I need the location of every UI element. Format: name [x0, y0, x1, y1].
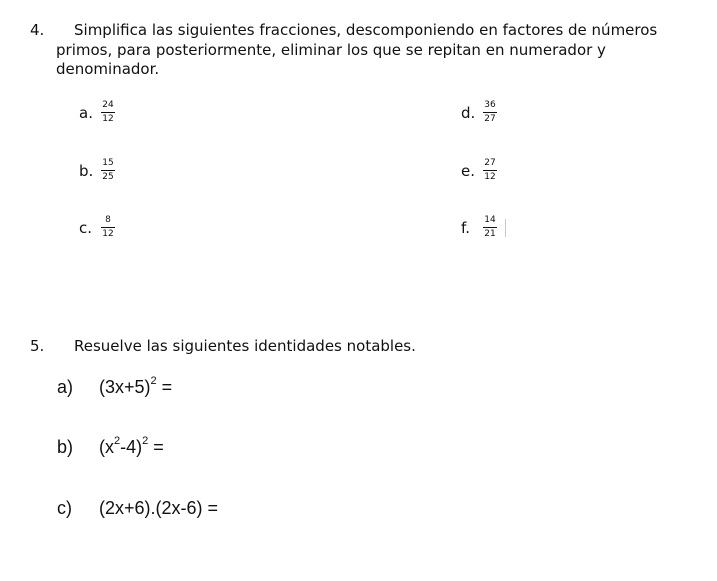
fraction: [101, 158, 115, 183]
fraction-letter: b.: [79, 161, 94, 180]
identity-letter: c): [57, 498, 72, 518]
fraction-letter: a.: [79, 103, 93, 122]
fraction-item-c: [79, 215, 115, 240]
fraction-letter: d.: [461, 103, 476, 122]
fraction: [101, 215, 115, 240]
fraction: [101, 100, 115, 125]
identity-equals: =: [148, 437, 164, 457]
fraction-denominator: 12: [484, 172, 496, 182]
fraction-numerator: 8: [101, 215, 115, 228]
identity-mid: -4): [120, 437, 143, 457]
fraction-numerator: 27: [483, 158, 497, 171]
fraction: [483, 158, 497, 183]
question-4-line-2: primos, para posteriormente, eliminar los que se repitan en numerador y: [56, 40, 606, 59]
fraction-numerator: 36: [483, 100, 497, 113]
fraction-item-d: [461, 100, 497, 125]
question-4-line-3: denominador.: [56, 60, 160, 78]
identity-letter: a): [57, 377, 74, 397]
fraction-denominator: 21: [484, 229, 496, 239]
fraction-numerator: 24: [101, 100, 115, 113]
fraction-item-a: [79, 100, 115, 125]
identity-equals: =: [156, 377, 173, 397]
fraction-denominator: 25: [102, 172, 114, 182]
identity-item-a: [57, 377, 172, 398]
identity-pre: (x: [99, 437, 114, 457]
fraction-item-b: [79, 158, 115, 183]
text-cursor[interactable]: [505, 219, 506, 237]
question-5-text: Resuelve las siguientes identidades notables.: [74, 337, 416, 355]
question-4-number: 4.: [30, 21, 45, 39]
fraction-item-e: [461, 158, 497, 183]
identity-base: (3x+5): [99, 377, 151, 397]
identity-letter: b): [57, 437, 74, 457]
identity-item-b: [57, 437, 164, 458]
identity-expression: (2x+6).(2x-6) =: [99, 498, 219, 518]
fraction-letter: c.: [79, 218, 93, 237]
fraction-numerator: 15: [101, 158, 115, 171]
fraction-denominator: 27: [484, 114, 496, 124]
fraction-letter: e.: [461, 161, 475, 180]
fraction: [483, 215, 497, 240]
identity-inner-exponent: 2: [114, 435, 121, 447]
fraction-item-f: [461, 215, 497, 240]
fraction-denominator: 12: [102, 229, 114, 239]
fraction: [483, 100, 497, 125]
question-4-text: [56, 21, 696, 80]
fraction-numerator: 14: [483, 215, 497, 228]
question-5-number: 5.: [30, 337, 45, 355]
fraction-letter: f.: [461, 218, 470, 237]
identity-exponent: 2: [150, 375, 157, 387]
question-4-line-1: Simplifica las siguientes fracciones, descomponiendo en factores de números: [74, 21, 658, 39]
identity-exponent: 2: [142, 435, 149, 447]
identity-item-c: [57, 498, 218, 519]
fraction-denominator: 12: [102, 114, 114, 124]
